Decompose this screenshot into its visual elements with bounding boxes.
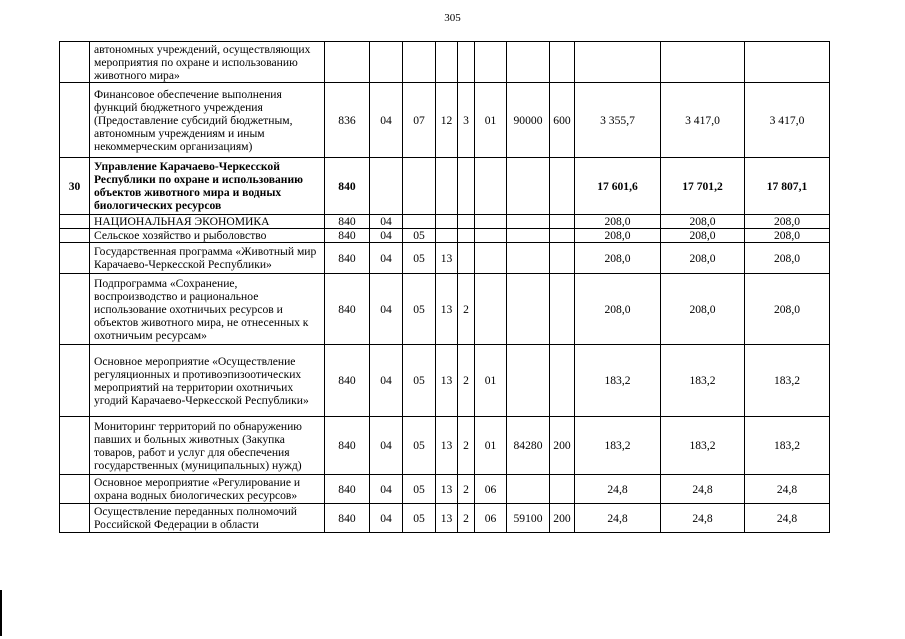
row-name-cell: автономных учреждений, осуществляющих мероприятия по охране и использованию животного мира» (90, 42, 325, 83)
amount-year1-cell: 183,2 (575, 417, 661, 475)
amount-year3-cell: 208,0 (745, 243, 830, 274)
amount-year1-cell: 17 601,6 (575, 158, 661, 215)
row-number-cell (60, 229, 90, 243)
subprogram-code-cell (458, 215, 475, 229)
amount-year3-cell: 208,0 (745, 215, 830, 229)
expense-type-cell: 600 (550, 83, 575, 158)
amount-year2-cell: 208,0 (661, 215, 745, 229)
amount-year3-cell: 183,2 (745, 417, 830, 475)
measure-code-cell: 01 (475, 417, 507, 475)
subprogram-code-cell (458, 229, 475, 243)
amount-year2-cell: 208,0 (661, 274, 745, 345)
row-name-cell: Основное мероприятие «Осуществление регуляционных и противоэпизоотических мероприятий на территории охотничьих угодий Карачаево-Черкесской Республики» (90, 345, 325, 417)
direction-code-cell (507, 274, 550, 345)
amount-year2-cell: 183,2 (661, 417, 745, 475)
amount-year2-cell (661, 42, 745, 83)
measure-code-cell (475, 229, 507, 243)
section-code-cell (370, 158, 403, 215)
expense-type-cell: 200 (550, 504, 575, 533)
direction-code-cell (507, 42, 550, 83)
expense-type-cell (550, 229, 575, 243)
table-row (60, 229, 830, 243)
admin-code-cell: 840 (325, 417, 370, 475)
subprogram-code-cell: 2 (458, 504, 475, 533)
row-name-cell: НАЦИОНАЛЬНАЯ ЭКОНОМИКА (90, 215, 325, 229)
amount-year3-cell: 3 417,0 (745, 83, 830, 158)
expense-type-cell (550, 274, 575, 345)
row-name-cell: Осуществление переданных полномочий Российской Федерации в области (90, 504, 325, 533)
amount-year3-cell: 183,2 (745, 345, 830, 417)
table-row (60, 475, 830, 504)
program-code-cell: 13 (436, 417, 458, 475)
amount-year2-cell: 3 417,0 (661, 83, 745, 158)
direction-code-cell: 90000 (507, 83, 550, 158)
subprogram-code-cell: 3 (458, 83, 475, 158)
measure-code-cell: 01 (475, 83, 507, 158)
admin-code-cell: 840 (325, 475, 370, 504)
subprogram-code-cell: 2 (458, 274, 475, 345)
table-row (60, 42, 830, 83)
measure-code-cell (475, 158, 507, 215)
row-name-cell: Финансовое обеспечение выполнения функций бюджетного учреждения (Предоставление субсидий бюджетным, автономным учреждениям и иным некоммерческим организациям) (90, 83, 325, 158)
section-code-cell: 04 (370, 83, 403, 158)
table-row (60, 158, 830, 215)
direction-code-cell: 59100 (507, 504, 550, 533)
subsection-code-cell: 05 (403, 475, 436, 504)
amount-year2-cell: 208,0 (661, 243, 745, 274)
measure-code-cell (475, 215, 507, 229)
subprogram-code-cell: 2 (458, 417, 475, 475)
row-number-cell (60, 42, 90, 83)
program-code-cell: 13 (436, 504, 458, 533)
amount-year3-cell: 208,0 (745, 274, 830, 345)
amount-year1-cell: 208,0 (575, 274, 661, 345)
row-number-cell (60, 475, 90, 504)
expense-type-cell: 200 (550, 417, 575, 475)
expense-type-cell (550, 475, 575, 504)
measure-code-cell (475, 274, 507, 345)
table-row (60, 215, 830, 229)
admin-code-cell: 840 (325, 345, 370, 417)
measure-code-cell (475, 243, 507, 274)
row-name-cell: Управление Карачаево-Черкесской Республики по охране и использованию объектов животного мира и водных биологических ресурсов (90, 158, 325, 215)
amount-year3-cell: 17 807,1 (745, 158, 830, 215)
subsection-code-cell: 05 (403, 229, 436, 243)
section-code-cell: 04 (370, 345, 403, 417)
admin-code-cell: 840 (325, 215, 370, 229)
amount-year2-cell: 183,2 (661, 345, 745, 417)
amount-year2-cell: 24,8 (661, 475, 745, 504)
program-code-cell (436, 42, 458, 83)
row-name-cell: Сельское хозяйство и рыболовство (90, 229, 325, 243)
program-code-cell (436, 215, 458, 229)
expense-type-cell (550, 158, 575, 215)
amount-year3-cell: 24,8 (745, 504, 830, 533)
subsection-code-cell (403, 215, 436, 229)
subsection-code-cell: 07 (403, 83, 436, 158)
admin-code-cell: 840 (325, 158, 370, 215)
measure-code-cell (475, 42, 507, 83)
subprogram-code-cell: 2 (458, 475, 475, 504)
admin-code-cell: 840 (325, 243, 370, 274)
subsection-code-cell: 05 (403, 504, 436, 533)
direction-code-cell: 84280 (507, 417, 550, 475)
expense-type-cell (550, 215, 575, 229)
program-code-cell (436, 158, 458, 215)
table-row (60, 504, 830, 533)
admin-code-cell (325, 42, 370, 83)
program-code-cell: 13 (436, 243, 458, 274)
program-code-cell: 13 (436, 475, 458, 504)
section-code-cell: 04 (370, 417, 403, 475)
subsection-code-cell: 05 (403, 417, 436, 475)
program-code-cell: 13 (436, 274, 458, 345)
expense-type-cell (550, 345, 575, 417)
section-code-cell: 04 (370, 229, 403, 243)
subprogram-code-cell: 2 (458, 345, 475, 417)
row-number-cell (60, 274, 90, 345)
measure-code-cell: 06 (475, 475, 507, 504)
amount-year1-cell: 183,2 (575, 345, 661, 417)
admin-code-cell: 840 (325, 229, 370, 243)
program-code-cell: 13 (436, 345, 458, 417)
subsection-code-cell (403, 158, 436, 215)
table-row (60, 274, 830, 345)
subsection-code-cell: 05 (403, 243, 436, 274)
measure-code-cell: 01 (475, 345, 507, 417)
table-body (60, 42, 830, 533)
row-number-cell (60, 243, 90, 274)
direction-code-cell (507, 243, 550, 274)
section-code-cell: 04 (370, 504, 403, 533)
row-number-cell (60, 345, 90, 417)
subsection-code-cell: 05 (403, 274, 436, 345)
table-row (60, 417, 830, 475)
program-code-cell: 12 (436, 83, 458, 158)
amount-year1-cell: 208,0 (575, 243, 661, 274)
scan-edge-mark (0, 590, 2, 636)
admin-code-cell: 840 (325, 274, 370, 345)
admin-code-cell: 836 (325, 83, 370, 158)
amount-year2-cell: 208,0 (661, 229, 745, 243)
subsection-code-cell (403, 42, 436, 83)
amount-year3-cell (745, 42, 830, 83)
expense-type-cell (550, 243, 575, 274)
expense-type-cell (550, 42, 575, 83)
table-row (60, 345, 830, 417)
table-row (60, 83, 830, 158)
section-code-cell: 04 (370, 243, 403, 274)
amount-year1-cell: 208,0 (575, 215, 661, 229)
row-number-cell (60, 83, 90, 158)
amount-year2-cell: 17 701,2 (661, 158, 745, 215)
row-number-cell: 30 (60, 158, 90, 215)
direction-code-cell (507, 229, 550, 243)
direction-code-cell (507, 475, 550, 504)
amount-year3-cell: 24,8 (745, 475, 830, 504)
row-name-cell: Мониторинг территорий по обнаружению павших и больных животных (Закупка товаров, работ и услуг для обеспечения государственных (муниципальных) нужд) (90, 417, 325, 475)
direction-code-cell (507, 345, 550, 417)
row-number-cell (60, 417, 90, 475)
subprogram-code-cell (458, 158, 475, 215)
section-code-cell: 04 (370, 215, 403, 229)
amount-year1-cell (575, 42, 661, 83)
direction-code-cell (507, 215, 550, 229)
amount-year1-cell: 24,8 (575, 504, 661, 533)
admin-code-cell: 840 (325, 504, 370, 533)
amount-year1-cell: 24,8 (575, 475, 661, 504)
amount-year3-cell: 208,0 (745, 229, 830, 243)
section-code-cell (370, 42, 403, 83)
row-name-cell: Государственная программа «Животный мир Карачаево-Черкесской Республики» (90, 243, 325, 274)
amount-year1-cell: 208,0 (575, 229, 661, 243)
section-code-cell: 04 (370, 274, 403, 345)
row-number-cell (60, 504, 90, 533)
page-number: 305 (444, 12, 461, 24)
table-row (60, 243, 830, 274)
measure-code-cell: 06 (475, 504, 507, 533)
program-code-cell (436, 229, 458, 243)
section-code-cell: 04 (370, 475, 403, 504)
row-number-cell (60, 215, 90, 229)
subprogram-code-cell (458, 243, 475, 274)
direction-code-cell (507, 158, 550, 215)
amount-year2-cell: 24,8 (661, 504, 745, 533)
amount-year1-cell: 3 355,7 (575, 83, 661, 158)
budget-table (59, 41, 830, 533)
subsection-code-cell: 05 (403, 345, 436, 417)
row-name-cell: Подпрограмма «Сохранение, воспроизводство и рациональное использование охотничьих ресурсов и объектов животного мира, не отнесенных к охотничьим ресурсам» (90, 274, 325, 345)
subprogram-code-cell (458, 42, 475, 83)
row-name-cell: Основное мероприятие «Регулирование и охрана водных биологических ресурсов» (90, 475, 325, 504)
